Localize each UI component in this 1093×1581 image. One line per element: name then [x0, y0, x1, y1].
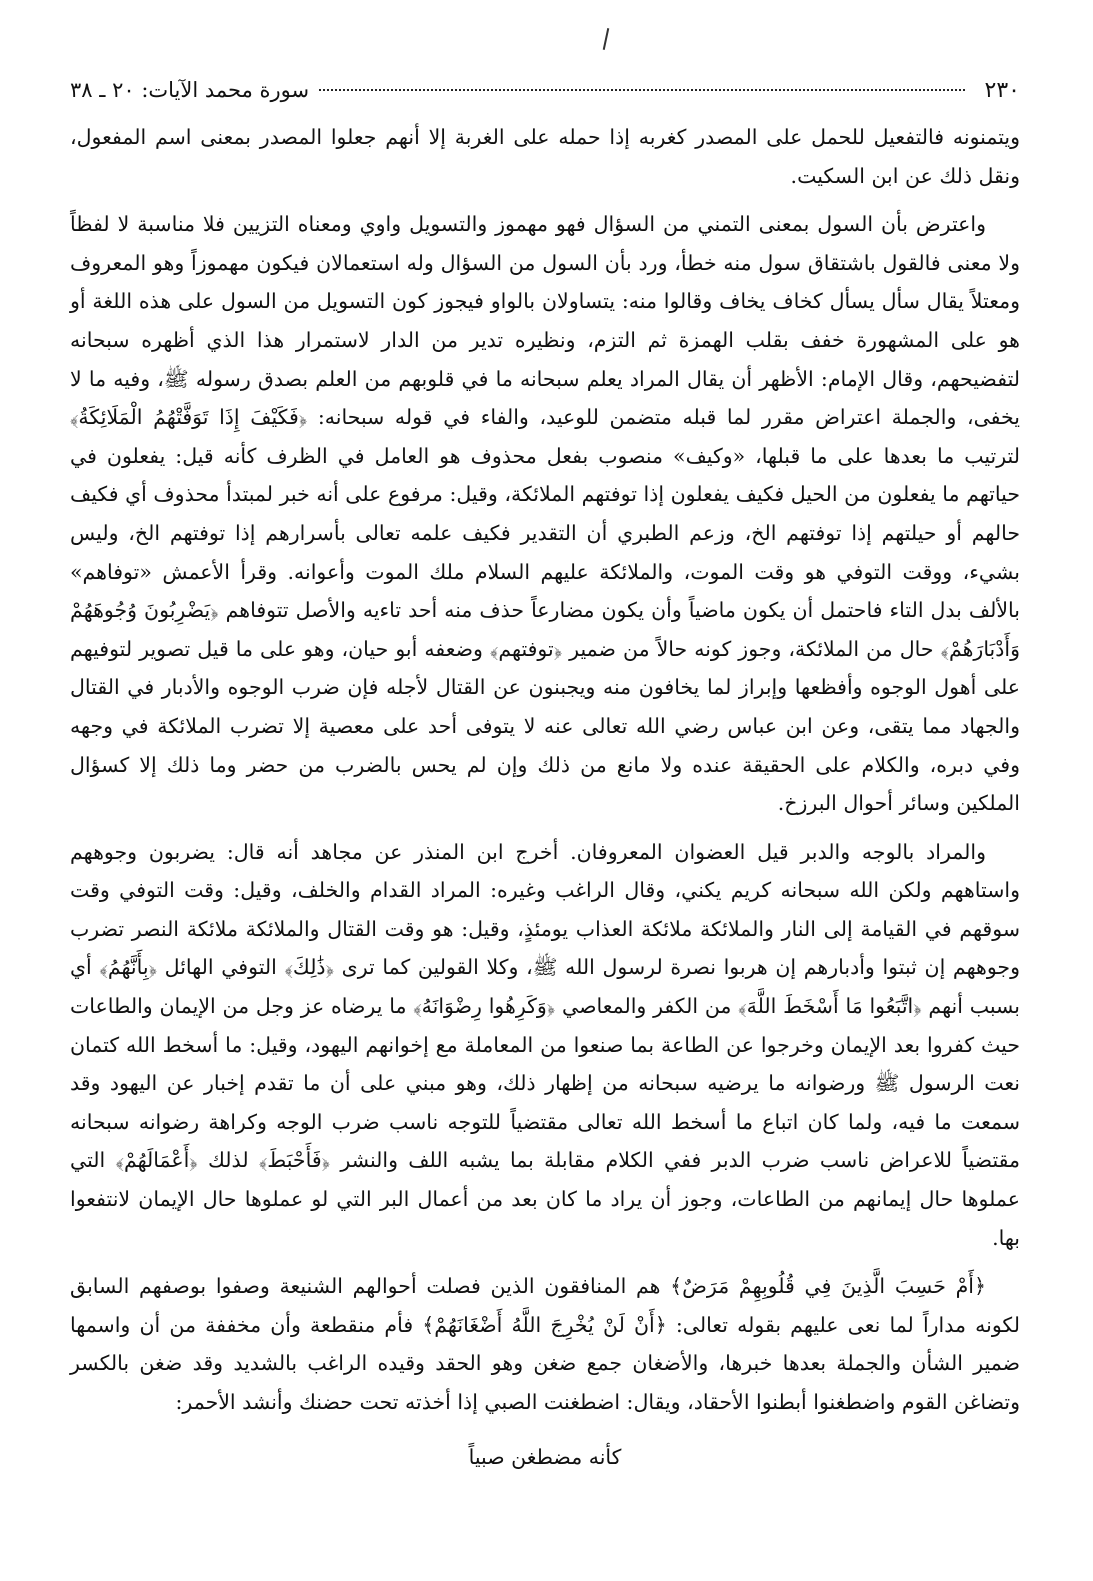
page-number: ٢٣٠: [984, 78, 1020, 103]
running-header: [70, 78, 1020, 118]
scan-mark: [603, 28, 610, 50]
poetry-verse: كأنه مضطغن صبياً: [468, 1444, 622, 1469]
paragraph: والمراد بالوجه والدبر قيل العضوان المعروفان. أخرج ابن المنذر عن مجاهد أنه قال: يضربون وجوههم واستاههم ولكن الله سبحانه كريم يكني، وقال الراغب وغيره: المراد القدام والخلف، وقيل: وقت التوفي وقت سوقهم في القيامة إلى النار والملائكة ملائكة العذاب يومئذٍ، وقيل: هو وقت القتال والملائكة ملائكة النصر تضرب وجوههم إن ثبتوا وأدبارهم إن هربوا نصرة لرسول الله ﷺ، وكلا القولين كما ترى ﴿ذَٰلِكَ﴾ التوفي الهائل ﴿بِأَنَّهُمُ﴾ أي بسبب أنهم ﴿اتَّبَعُوا مَا أَسْخَطَ اللَّهَ﴾ من الكفر والمعاصي ﴿وَكَرِهُوا رِضْوَانَهُ﴾ ما يرضاه عز وجل من الإيمان والطاعات حيث كفروا بعد الإيمان وخرجوا عن الطاعة بما صنعوا من المعاملة مع إخوانهم اليهود، وقيل: ما أسخط الله كتمان نعت الرسول ﷺ ورضوانه ما يرضيه سبحانه من إظهار ذلك، وهو مبني على أن ما تقدم إخبار عن اليهود وقد سمعت ما فيه، ولما كان اتباع ما أسخط الله تعالى مقتضياً للتوجه ناسب ضرب الوجه وكراهة رضوانه سبحانه مقتضياً للاعراض ناسب ضرب الدبر ففي الكلام مقابلة بما يشبه اللف والنشر ﴿فَأَحْبَطَ﴾ لذلك ﴿أَعْمَالَهُمْ﴾ التي عملوها حال إيمانهم من الطاعات، وجوز أن يراد ما كان بعد من أعمال البر التي لو عملوها حال الإيمان لانتفعوا بها.: [70, 839, 1020, 1250]
paragraph: ويتمنونه فالتفعيل للحمل على المصدر كغربه إذا حمله على الغربة إلا أنهم جعلوا المصدر بمعنى اسم المفعول، ونقل ذلك عن ابن السكيت.: [70, 125, 1020, 188]
body-text: [70, 118, 1020, 1476]
leader-dots: [319, 89, 964, 91]
running-title: سورة محمد الآيات: ٢٠ ـ ٣٨: [70, 78, 310, 102]
paragraph: واعترض بأن السول بمعنى التمني من السؤال فهو مهموز والتسويل واوي ومعناه التزيين فلا مناسبة لا لفظاً ولا معنى فالقول باشتقاق سول منه خطأ، ورد بأن السول من السؤال وله استعمالان فيكون مهموزاً وهو المعروف ومعتلاً يقال سأل يسأل كخاف يخاف وقالوا منه: يتساولان بالواو فيجوز كون التسويل من السول على هذه اللغة أو هو على المشهورة خفف بقلب الهمزة ثم التزم، ونظيره تدير من الدار لاستمرار هذا الذي أظهره سبحانه لتفضيحهم، وقال الإمام: الأظهر أن يقال المراد يعلم سبحانه ما في قلوبهم من العلم بصدق رسوله ﷺ، وفيه ما لا يخفى، والجملة اعتراض مقرر لما قبله متضمن للوعيد، والفاء في قوله سبحانه: ﴿فَكَيْفَ إِذَا تَوَفَّتْهُمُ الْمَلَائِكَةُ﴾ لترتيب ما بعدها على ما قبلها، «وكيف» منصوب بفعل محذوف هو العامل في الظرف كأنه قيل: يفعلون في حياتهم ما يفعلون من الحيل فكيف يفعلون إذا توفتهم الملائكة، وقيل: مرفوع على أنه خبر لمبتدأ محذوف أي فكيف حالهم أو حيلتهم إذا توفتهم الخ، وزعم الطبري أن التقدير فكيف علمه تعالى بأسرارهم إذا توفتهم الخ، وليس بشيء، ووقت التوفي هو وقت الموت، والملائكة عليهم السلام ملك الموت وأعوانه. وقرأ الأعمش «توفاهم» بالألف بدل التاء فاحتمل أن يكون ماضياً وأن يكون مضارعاً حذف منه أحد تاءيه والأصل تتوفاهم ﴿يَضْرِبُونَ وُجُوهَهُمْ وَأَدْبَارَهُمْ﴾ حال من الملائكة، وجوز كونه حالاً من ضمير ﴿توفتهم﴾ وضعفه أبو حيان، وهو على ما قيل تصوير لتوفيهم على أهول الوجوه وأفظعها وإبراز لما يخافون منه ويجبنون عن القتال لأجله فإن ضرب الوجوه والأدبار في القتال والجهاد مما يتقى، وعن ابن عباس رضي الله تعالى عنه لا يتوفى أحد على معصية إلا تضرب الملائكة في وجهه وفي دبره، والكلام على الحقيقة عنده ولا مانع من ذلك وإن لم يحس بالضرب من حضر وما ذلك إلا كسؤال الملكين وسائر أحوال البرزخ.: [70, 212, 1020, 816]
page: [70, 78, 1020, 1476]
paragraph: ﴿أَمْ حَسِبَ الَّذِينَ فِي قُلُوبِهِمْ مَرَضٌ﴾ هم المنافقون الذين فصلت أحوالهم الشنيعة وصفوا بوصفهم السابق لكونه مداراً لما نعى عليهم بقوله تعالى: ﴿أَنْ لَنْ يُخْرِجَ اللَّهُ أَضْغَانَهُمْ﴾ فأم منقطعة وأن مخففة من أن واسمها ضمير الشأن والجملة بعدها خبرها، والأضغان جمع ضغن وهو الحقد وقيده الراغب بالشديد وقد ضغن بالكسر وتضاغن القوم واضطغنوا أبطنوا الأحقاد، ويقال: اضطغنت الصبي إذا أخذته تحت حضنك وأنشد الأحمر:: [70, 1274, 1020, 1414]
